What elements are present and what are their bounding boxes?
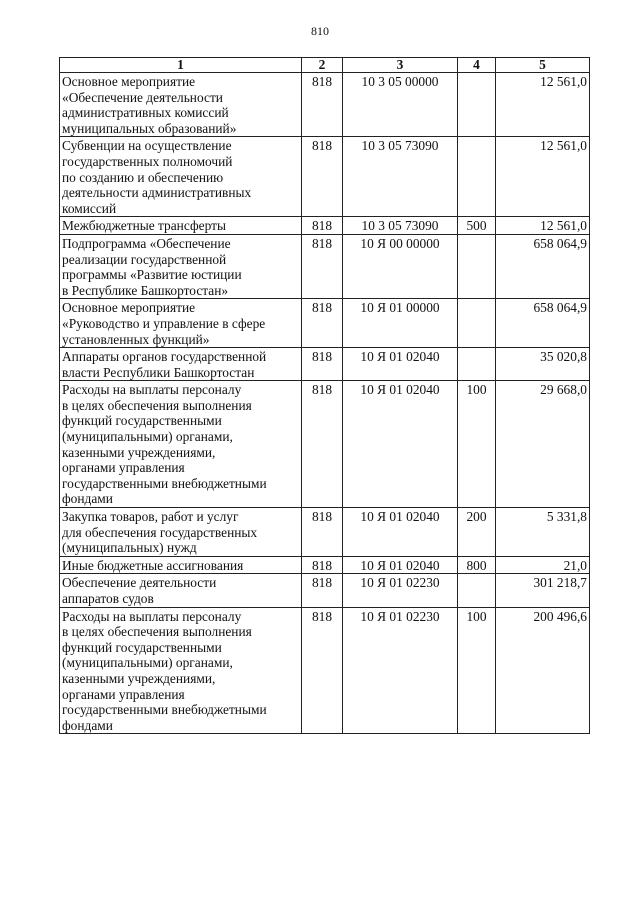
row-expense-type [458,348,496,381]
row-target-article: 10 Я 01 02230 [343,607,458,734]
row-target-article: 10 Я 00 00000 [343,234,458,298]
row-target-article: 10 Я 01 00000 [343,299,458,348]
row-amount: 12 561,0 [496,137,590,217]
table-row [60,299,590,348]
header-col-3: 3 [343,58,458,73]
row-name: Обеспечение деятельности аппаратов судов [60,574,302,607]
page-number: 810 [311,24,329,38]
row-amount: 658 064,9 [496,299,590,348]
table-row [60,556,590,574]
row-name: Межбюджетные трансферты [60,217,302,235]
row-ministry-code: 818 [302,508,343,557]
row-name: Подпрограмма «Обеспечение реализации государственной программы «Развитие юстиции в Республике Башкортостан» [60,234,302,298]
row-amount: 5 331,8 [496,508,590,557]
row-expense-type [458,137,496,217]
header-col-2: 2 [302,58,343,73]
row-ministry-code: 818 [302,607,343,734]
row-ministry-code: 818 [302,217,343,235]
header-col-1: 1 [60,58,302,73]
row-ministry-code: 818 [302,348,343,381]
row-amount: 29 668,0 [496,381,590,508]
table-row [60,574,590,607]
row-expense-type: 100 [458,381,496,508]
row-amount: 301 218,7 [496,574,590,607]
row-ministry-code: 818 [302,381,343,508]
row-expense-type [458,299,496,348]
table-row [60,381,590,508]
row-ministry-code: 818 [302,556,343,574]
row-name: Расходы на выплаты персоналу в целях обеспечения выполнения функций государственными (муниципальными) органами, казенными учреждениями, органами управления государственными внебюджетными фондами [60,607,302,734]
row-expense-type: 500 [458,217,496,235]
row-name: Закупка товаров, работ и услуг для обеспечения государственных (муниципальных) нужд [60,508,302,557]
header-col-4: 4 [458,58,496,73]
row-target-article: 10 3 05 00000 [343,73,458,137]
row-amount: 200 496,6 [496,607,590,734]
row-expense-type [458,574,496,607]
row-name: Основное мероприятие «Обеспечение деятельности административных комиссий муниципальных образований» [60,73,302,137]
row-amount: 658 064,9 [496,234,590,298]
table-header-row [60,58,590,73]
row-target-article: 10 3 05 73090 [343,217,458,235]
table-row [60,217,590,235]
row-amount: 21,0 [496,556,590,574]
row-target-article: 10 Я 01 02040 [343,348,458,381]
table-row [60,73,590,137]
row-amount: 35 020,8 [496,348,590,381]
row-name: Аппараты органов государственной власти Республики Башкортостан [60,348,302,381]
row-expense-type: 100 [458,607,496,734]
row-amount: 12 561,0 [496,73,590,137]
row-ministry-code: 818 [302,574,343,607]
row-expense-type [458,73,496,137]
header-col-5: 5 [496,58,590,73]
table-row [60,137,590,217]
table-row [60,234,590,298]
row-ministry-code: 818 [302,234,343,298]
row-target-article: 10 Я 01 02040 [343,508,458,557]
row-ministry-code: 818 [302,137,343,217]
row-name: Субвенции на осуществление государственных полномочий по созданию и обеспечению деятельности административных комиссий [60,137,302,217]
row-name: Иные бюджетные ассигнования [60,556,302,574]
row-target-article: 10 Я 01 02230 [343,574,458,607]
table-row [60,348,590,381]
table-row [60,607,590,734]
table-row [60,508,590,557]
row-ministry-code: 818 [302,73,343,137]
row-name: Расходы на выплаты персоналу в целях обеспечения выполнения функций государственными (муниципальными) органами, казенными учреждениями, органами управления государственными внебюджетными фондами [60,381,302,508]
row-expense-type: 200 [458,508,496,557]
row-target-article: 10 3 05 73090 [343,137,458,217]
row-ministry-code: 818 [302,299,343,348]
row-expense-type: 800 [458,556,496,574]
row-expense-type [458,234,496,298]
row-amount: 12 561,0 [496,217,590,235]
row-name: Основное мероприятие «Руководство и управление в сфере установленных функций» [60,299,302,348]
budget-table [59,57,590,734]
row-target-article: 10 Я 01 02040 [343,556,458,574]
row-target-article: 10 Я 01 02040 [343,381,458,508]
